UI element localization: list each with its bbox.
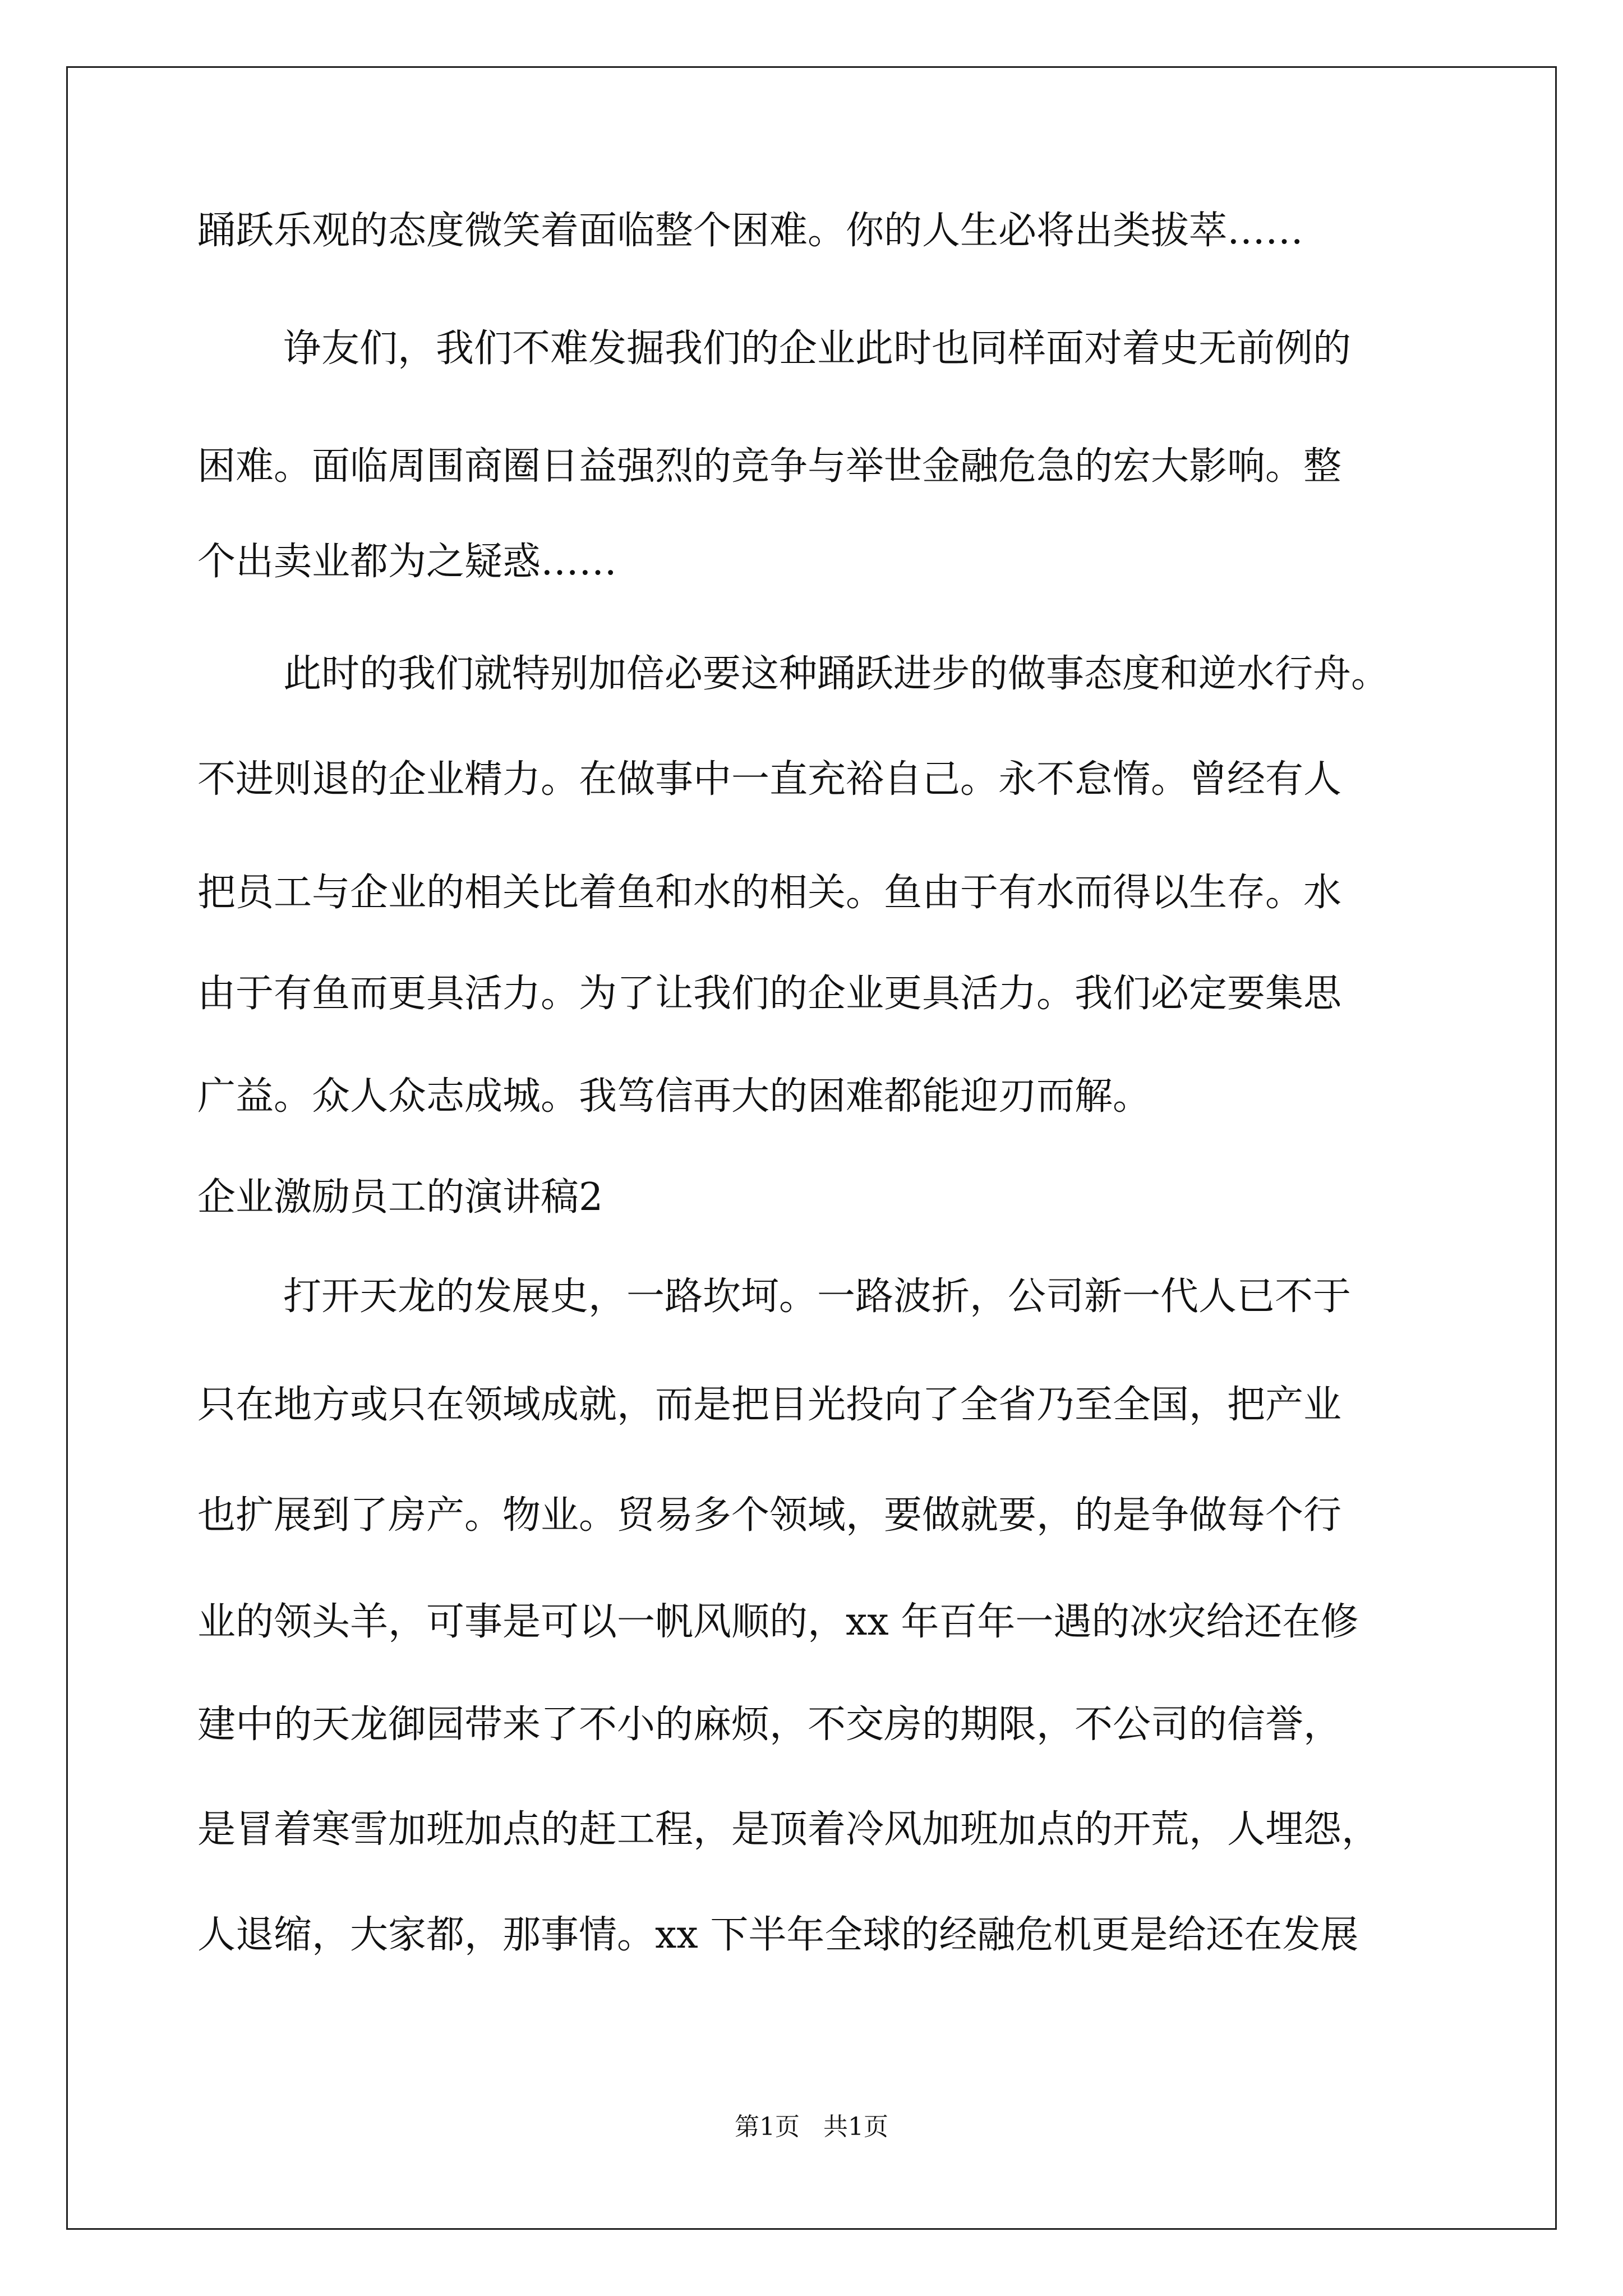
text-line-6: 不进则退的企业精力。在做事中一直充裕自己。永不怠惰。曾经有人 [197,757,1342,802]
text-line-7: 把员工与企业的相关比着鱼和水的相关。鱼由于有水而得以生存。水 [197,871,1342,915]
text-line-11: 打开天龙的发展史，一路坎坷。一路波折，公司新一代人已不于 [283,1274,1352,1319]
text-line-17: 人退缩，大家都，那事情。xx 下半年全球的经融危机更是给还在发展 [197,1913,1359,1957]
text-line-5: 此时的我们就特别加倍必要这种踊跃进步的做事态度和逆水行舟。 [283,652,1390,696]
page-footer: 第1页 共1页 [735,2113,888,2141]
text-line-1: 踊跃乐观的态度微笑着面临整个困难。你的人生必将出类拔萃…… [197,209,1304,253]
text-line-15: 建中的天龙御园带来了不小的麻烦，不交房的期限，不公司的信誉， [197,1703,1342,1747]
text-line-14: 业的领头羊，可事是可以一帆风顺的，xx 年百年一遇的冰灾给还在修 [197,1600,1359,1644]
text-line-2: 诤友们，我们不难发掘我们的企业此时也同样面对着史无前例的 [283,326,1352,371]
text-line-12: 只在地方或只在领域成就，而是把目光投向了全省乃至全国，把产业 [197,1383,1342,1427]
text-line-16: 是冒着寒雪加班加点的赶工程，是顶着冷风加班加点的开荒，人埋怨， [197,1807,1380,1852]
text-line-9: 广益。众人众志成城。我笃信再大的困难都能迎刃而解。 [197,1074,1151,1119]
page-border [66,66,1557,2230]
text-line-8: 由于有鱼而更具活力。为了让我们的企业更具活力。我们必定要集思 [197,972,1342,1016]
text-line-3: 困难。面临周围商圈日益强烈的竞争与举世金融危急的宏大影响。整 [197,444,1342,489]
section-heading: 企业激励员工的演讲稿2 [197,1175,603,1220]
text-line-13: 也扩展到了房产。物业。贸易多个领域，要做就要，的是争做每个行 [197,1493,1342,1538]
text-line-4: 个出卖业都为之疑惑…… [197,540,617,584]
